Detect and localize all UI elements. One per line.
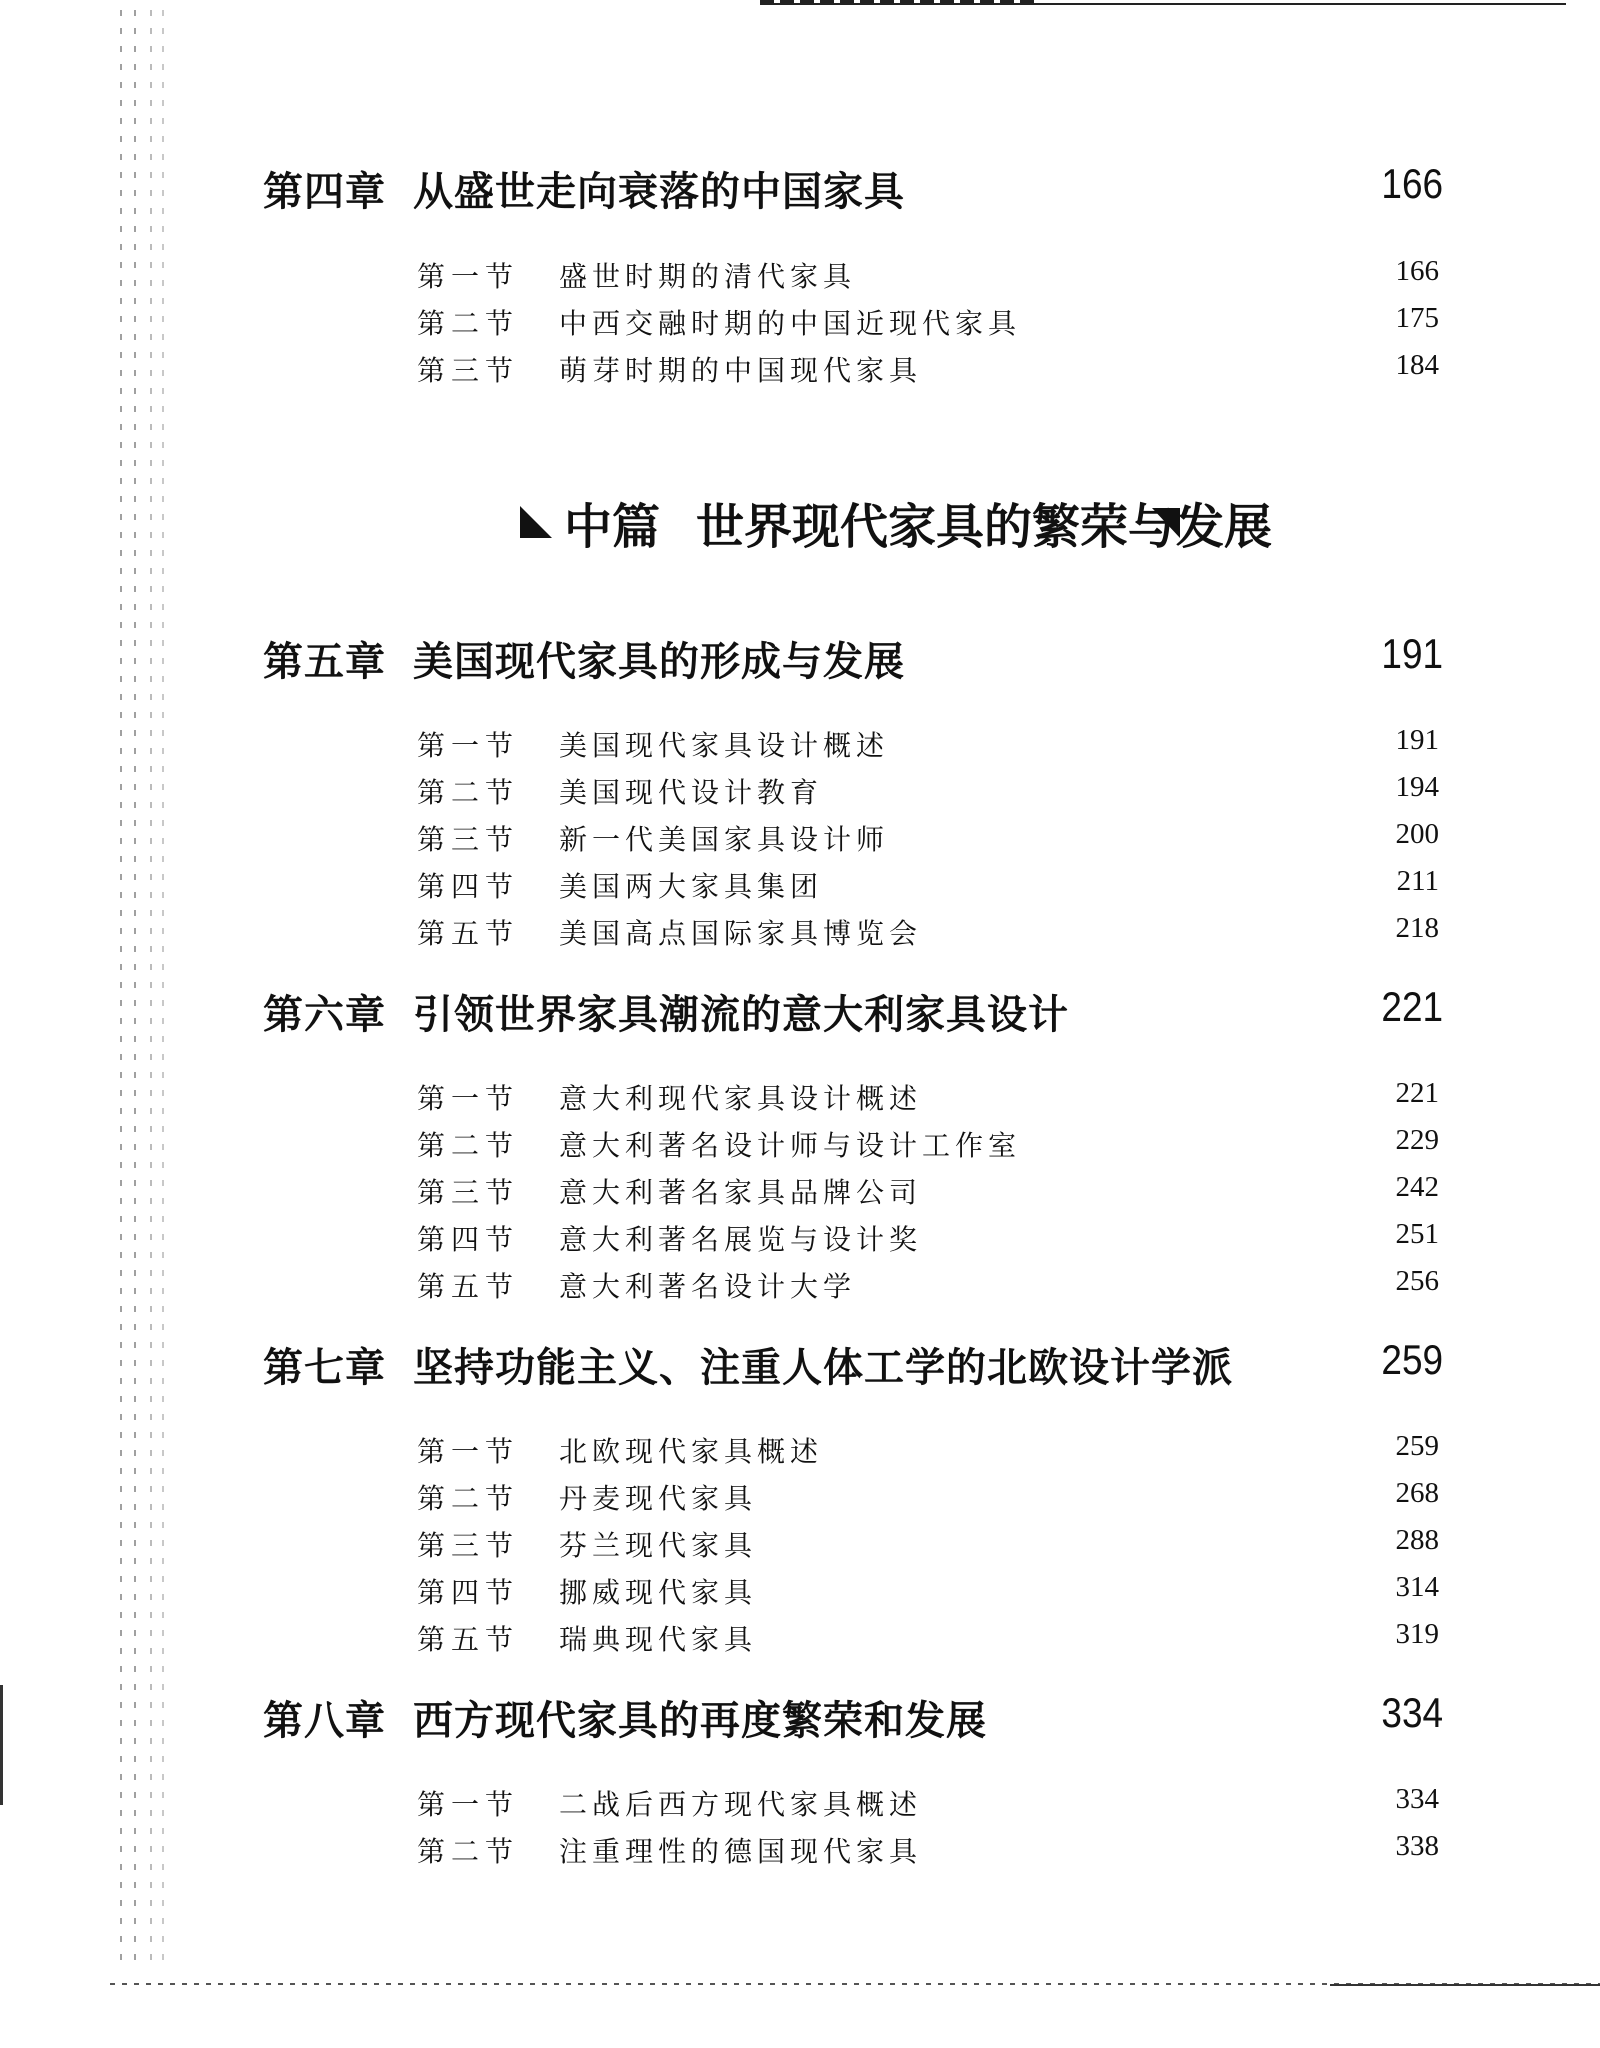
toc-section[interactable] [417,818,1439,858]
section-page-number: 211 [1396,865,1439,897]
chapter-title: 从盛世走向衰落的中国家具 [413,169,905,215]
section-label: 第三节 [417,354,520,387]
chapter-page-number: 334 [1381,1689,1443,1736]
toc-section[interactable] [417,1430,1439,1470]
section-label: 第二节 [417,1482,520,1515]
section-title: 意大利著名设计大学 [559,1270,857,1303]
toc-chapter[interactable] [263,630,1443,690]
section-title: 盛世时期的清代家具 [559,260,857,293]
section-title: 二战后西方现代家具概述 [559,1788,923,1821]
toc-section[interactable] [417,865,1439,905]
section-page-number: 221 [1395,1077,1439,1109]
toc-chapter[interactable] [263,1689,1443,1749]
section-page-number: 338 [1395,1830,1439,1862]
section-label: 第四节 [417,1576,520,1609]
header-rule [760,3,1566,5]
section-page-number: 229 [1395,1124,1439,1156]
section-page-number: 314 [1395,1571,1439,1603]
section-label: 第四节 [417,1223,520,1256]
section-page-number: 251 [1395,1218,1439,1250]
scan-edge-mark [0,1685,3,1805]
chapter-page-number: 166 [1381,160,1443,207]
toc-section[interactable] [417,1077,1439,1117]
toc-chapter[interactable] [263,1336,1443,1396]
section-page-number: 259 [1395,1430,1439,1462]
chapter-label: 第八章 [263,1698,386,1744]
section-title: 芬兰现代家具 [559,1529,758,1562]
chapter-label: 第五章 [263,639,386,685]
section-page-number: 184 [1395,349,1439,381]
section-label: 第二节 [417,307,520,340]
triangle-right-icon [1152,508,1180,538]
section-page-number: 200 [1395,818,1439,850]
part-title: 世界现代家具的繁荣与发展 [696,499,1273,555]
toc-section[interactable] [417,771,1439,811]
section-label: 第一节 [417,260,520,293]
section-label: 第一节 [417,729,520,762]
section-page-number: 268 [1395,1477,1439,1509]
chapter-label: 第四章 [263,169,386,215]
section-label: 第一节 [417,1435,520,1468]
binding-gutter [134,10,136,1970]
section-title: 意大利著名展览与设计奖 [559,1223,923,1256]
binding-gutter [150,10,152,1970]
section-label: 第三节 [417,823,520,856]
section-page-number: 191 [1395,724,1439,756]
part-heading [520,488,1273,558]
section-label: 第一节 [417,1788,520,1821]
section-label: 第五节 [417,1623,520,1656]
section-title: 意大利现代家具设计概述 [559,1082,923,1115]
section-title: 萌芽时期的中国现代家具 [559,354,923,387]
chapter-title: 美国现代家具的形成与发展 [413,639,905,685]
section-label: 第二节 [417,1835,520,1868]
toc-section[interactable] [417,912,1439,952]
section-title: 新一代美国家具设计师 [559,823,890,856]
section-label: 第四节 [417,870,520,903]
section-title: 丹麦现代家具 [559,1482,758,1515]
toc-section[interactable] [417,1524,1439,1564]
chapter-page-number: 221 [1381,983,1443,1030]
section-title: 美国现代家具设计概述 [559,729,890,762]
toc-section[interactable] [417,1571,1439,1611]
toc-section[interactable] [417,1124,1439,1164]
section-label: 第五节 [417,917,520,950]
section-title: 注重理性的德国现代家具 [559,1835,923,1868]
toc-section[interactable] [417,1618,1439,1658]
toc-section[interactable] [417,255,1439,295]
chapter-page-number: 259 [1381,1336,1443,1383]
triangle-left-icon [520,506,552,538]
binding-gutter [120,10,122,1970]
section-page-number: 334 [1395,1783,1439,1815]
section-page-number: 218 [1395,912,1439,944]
section-title: 意大利著名设计师与设计工作室 [559,1129,1022,1162]
section-page-number: 319 [1395,1618,1439,1650]
section-page-number: 242 [1395,1171,1439,1203]
chapter-title: 坚持功能主义、注重人体工学的北欧设计学派 [413,1345,1233,1391]
chapter-label: 第六章 [263,992,386,1038]
section-title: 意大利著名家具品牌公司 [559,1176,923,1209]
footer-rule [1330,1984,1600,1986]
section-page-number: 166 [1395,255,1439,287]
toc-section[interactable] [417,302,1439,342]
toc-section[interactable] [417,349,1439,389]
section-title: 挪威现代家具 [559,1576,758,1609]
section-page-number: 256 [1395,1265,1439,1297]
toc-section[interactable] [417,1830,1439,1870]
section-label: 第二节 [417,1129,520,1162]
section-page-number: 175 [1395,302,1439,334]
part-label: 中篇 [564,499,661,555]
chapter-title: 西方现代家具的再度繁荣和发展 [413,1698,987,1744]
section-title: 瑞典现代家具 [559,1623,758,1656]
chapter-page-number: 191 [1381,630,1443,677]
toc-section[interactable] [417,1218,1439,1258]
section-title: 美国两大家具集团 [559,870,824,903]
section-page-number: 288 [1395,1524,1439,1556]
section-label: 第五节 [417,1270,520,1303]
toc-section[interactable] [417,1477,1439,1517]
binding-gutter [162,10,164,1970]
section-title: 美国现代设计教育 [559,776,824,809]
section-label: 第三节 [417,1176,520,1209]
section-title: 北欧现代家具概述 [559,1435,824,1468]
section-title: 中西交融时期的中国近现代家具 [559,307,1022,340]
toc-section[interactable] [417,1265,1439,1305]
toc-section[interactable] [417,1783,1439,1823]
chapter-title: 引领世界家具潮流的意大利家具设计 [413,992,1069,1038]
toc-chapter[interactable] [263,160,1443,220]
section-title: 美国高点国际家具博览会 [559,917,923,950]
section-label: 第一节 [417,1082,520,1115]
toc-chapter[interactable] [263,983,1443,1043]
toc-section[interactable] [417,724,1439,764]
chapter-label: 第七章 [263,1345,386,1391]
toc-section[interactable] [417,1171,1439,1211]
section-label: 第三节 [417,1529,520,1562]
section-label: 第二节 [417,776,520,809]
section-page-number: 194 [1395,771,1439,803]
